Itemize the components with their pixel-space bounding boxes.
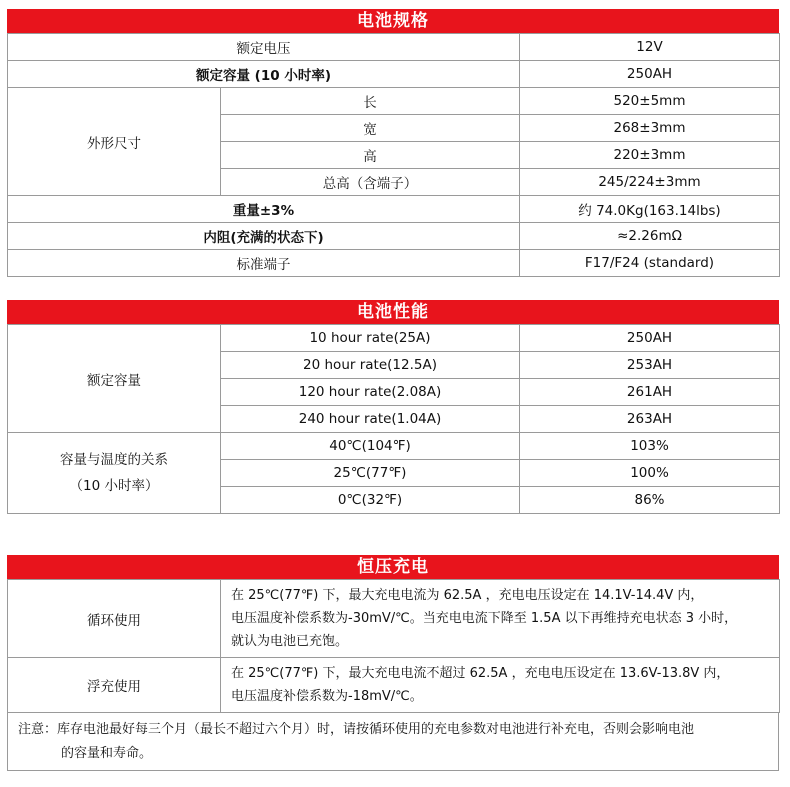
temp-label: 40℃(104℉) [221,433,520,460]
cycle-text-line: 就认为电池已充饱。 [231,634,349,649]
table-row [8,223,780,250]
table-row [8,325,780,352]
table-row [8,433,780,460]
rate-label: 20 hour rate(12.5A) [221,352,520,379]
spec-value: 约 74.0Kg(163.14lbs) [520,196,780,223]
temp-label-line2: （10 小时率） [69,478,159,494]
dim-label: 总高（含端子） [221,169,520,196]
perf-table [7,324,780,514]
spec-value: 250AH [520,61,780,88]
storage-note [7,713,779,771]
dim-label: 高 [221,142,520,169]
float-use-text [221,658,780,713]
dim-label: 宽 [221,115,520,142]
spec-value: ≈2.26mΩ [520,223,780,250]
table-row [8,196,780,223]
spec-label: 额定电压 [8,34,520,61]
note-line: 的容量和寿命。 [61,746,153,761]
spec-label: 内阻(充满的状态下) [8,223,520,250]
table-row [8,34,780,61]
dim-value: 220±3mm [520,142,780,169]
perf-header: 电池性能 [7,300,779,324]
spec-value: 12V [520,34,780,61]
spec-header: 电池规格 [7,9,779,33]
temp-value: 100% [520,460,780,487]
float-use-label: 浮充使用 [8,658,221,713]
temp-value: 86% [520,487,780,514]
charge-table [7,579,780,713]
dim-value: 520±5mm [520,88,780,115]
rate-value: 263AH [520,406,780,433]
dim-label: 长 [221,88,520,115]
rate-value: 250AH [520,325,780,352]
battery-performance-section [7,300,779,514]
table-row [8,580,780,658]
table-row [8,658,780,713]
temp-label: 25℃(77℉) [221,460,520,487]
table-row [8,250,780,277]
temp-relation-label [8,433,221,514]
rate-value: 253AH [520,352,780,379]
rate-label: 10 hour rate(25A) [221,325,520,352]
float-text-line: 在 25℃(77℉) 下，最大充电电流不超过 62.5A ，充电电压设定在 13.6V-13.8V 内， [231,666,730,681]
cycle-text-line: 电压温度补偿系数为-30mV/℃。当充电电流下降至 1.5A 以下再维持充电状态 3 小时， [231,611,738,626]
temp-label-line1: 容量与温度的关系 [60,452,168,468]
table-row [8,88,780,115]
spec-label: 标准端子 [8,250,520,277]
constant-voltage-charge-section [7,555,779,771]
temp-value: 103% [520,433,780,460]
capacity-label: 额定容量 [8,325,221,433]
spec-value: F17/F24 (standard) [520,250,780,277]
spec-label: 额定容量 (10 小时率) [8,61,520,88]
note-line: 注意：库存电池最好每三个月（最长不超过六个月）时，请按循环使用的充电参数对电池进行补充电，否则会影响电池 [18,722,695,737]
spec-table [7,33,780,277]
cycle-use-label: 循环使用 [8,580,221,658]
temp-label: 0℃(32℉) [221,487,520,514]
charge-header: 恒压充电 [7,555,779,579]
cycle-text-line: 在 25℃(77℉) 下，最大充电电流为 62.5A ，充电电压设定在 14.1V-14.4V 内， [231,588,704,603]
cycle-use-text [221,580,780,658]
float-text-line: 电压温度补偿系数为-18mV/℃。 [231,689,423,704]
dims-label: 外形尺寸 [8,88,221,196]
dim-value: 268±3mm [520,115,780,142]
table-row [8,61,780,88]
battery-spec-section [7,9,779,277]
rate-label: 120 hour rate(2.08A) [221,379,520,406]
spec-label: 重量±3% [8,196,520,223]
dim-value: 245/224±3mm [520,169,780,196]
rate-value: 261AH [520,379,780,406]
rate-label: 240 hour rate(1.04A) [221,406,520,433]
